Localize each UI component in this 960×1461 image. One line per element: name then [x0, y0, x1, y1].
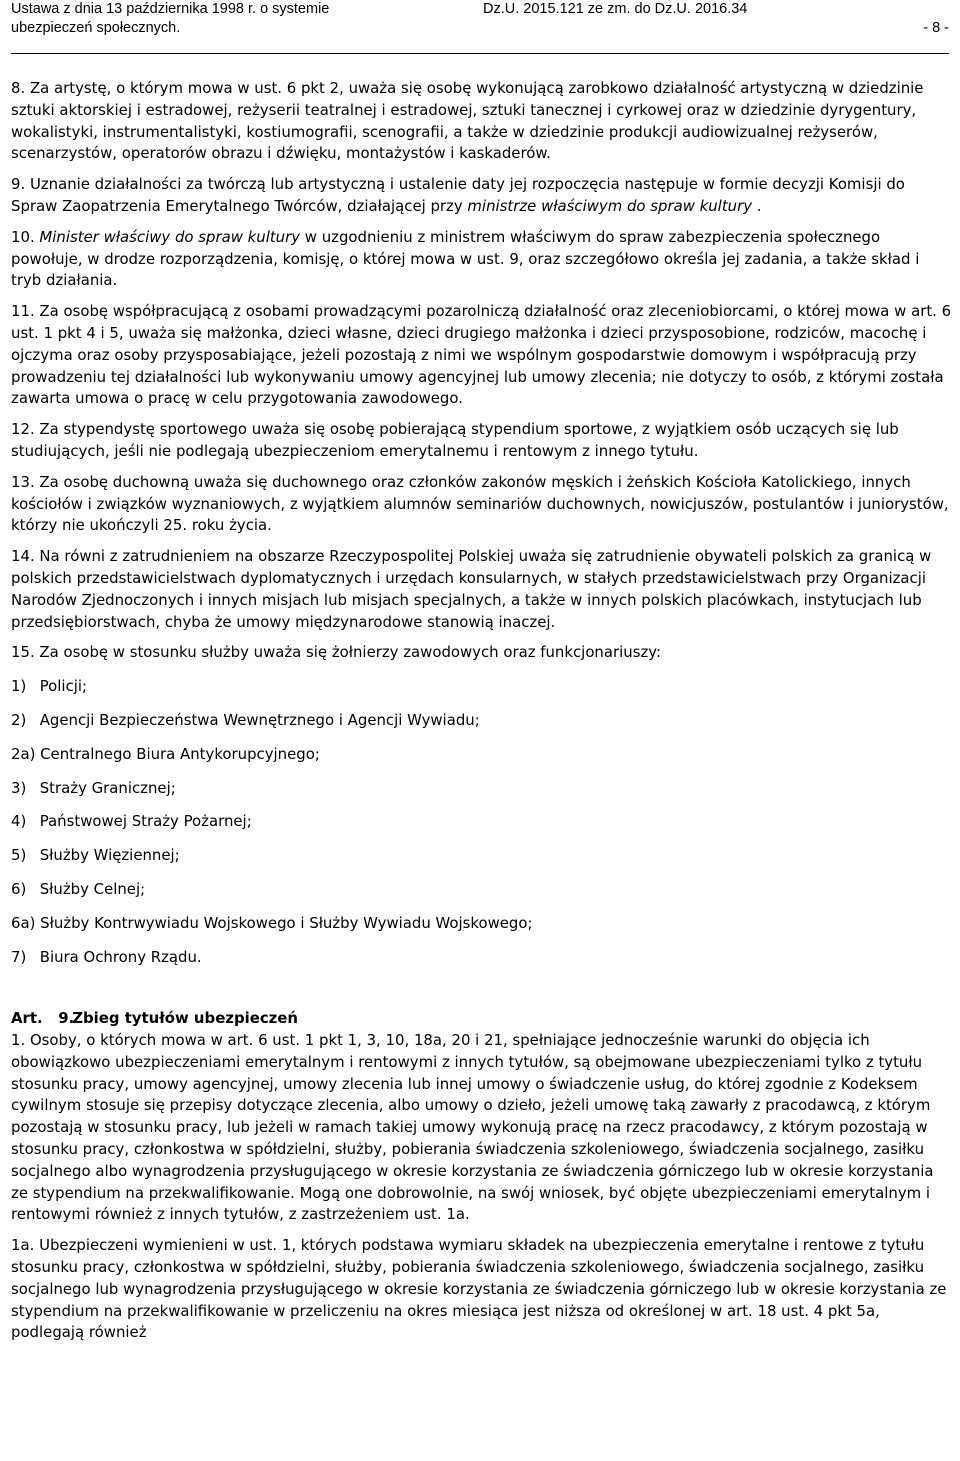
- article-label: Art.: [11, 1009, 43, 1028]
- list-item-text: Służby Celnej;: [39, 879, 146, 898]
- paragraph-10: [11, 227, 953, 292]
- article-heading: [11, 1008, 953, 1030]
- list-item-number: 2a): [11, 744, 36, 763]
- header-title-line-1: Ustawa z dnia 13 października 1998 r. o systemie: [11, 1, 330, 17]
- paragraph-9-emphasis: ministrze właściwym do spraw kultury: [467, 196, 753, 215]
- list-item-text: Policji;: [39, 677, 88, 696]
- article-9-paragraph-1a: 1a. Ubezpieczeni wymienieni w ust. 1, których podstawa wymiaru składek na ubezpieczenia emerytalne i rentowe z tytułu stosunku pracy, członkostwa w spółdzielni, służby, pobierania świadczenia szkoleniowego, świadczenia socjalnego, zasiłku socjalnego lub wynagrodzenia przysługującego w okresie korzystania ze świadczenia górniczego lub w okresie korzystania ze stypendium na przekwalifikowanie w przeliczeniu na okres miesiąca jest niższa od określonej w art. 18 ust. 4 pkt 5a, podlegają również: [11, 1236, 947, 1342]
- page-number: - 8 -: [923, 20, 949, 36]
- list-item-text: Państwowej Straży Pożarnej;: [39, 812, 252, 831]
- paragraph-9-text: 9. Uznanie działalności za twórczą lub artystyczną i ustalenie daty jej rozpoczęcia następuje w formie decyzji Komisji do Spraw Zaopatrzenia Emerytalnego Twórców, działającej przy: [11, 175, 905, 215]
- header-journal-reference: Dz.U. 2015.121 ze zm. do Dz.U. 2016.34: [483, 1, 748, 17]
- paragraph-8: 8. Za artystę, o którym mowa w ust. 6 pkt 2, uważa się osobę wykonującą zarobkowo działalność artystyczną w dziedzinie sztuki aktorskiej i estradowej, reżyserii teatralnej i estradowej, sztuki tanecznej i cyrkowej oraz w dziedzinie dyrygentury, wokalistyki, instrumentalistyki, kostiumografii, scenografii, a także w dziedzinie produkcji audiowizualnej reżyserów, scenarzystów, operatorów obrazu i dźwięku, montażystów i kaskaderów.: [11, 79, 924, 163]
- list-item: [11, 676, 953, 698]
- article-num-value: 9.: [58, 1009, 75, 1028]
- paragraph-10-text: w uzgodnieniu z ministrem właściwym do spraw zabezpieczenia społecznego powołuje, w drodze rozporządzenia, komisję, o której mowa w ust. 9, oraz szczegółowo określa jej zadania, a także skład i tryb działania.: [11, 227, 920, 290]
- paragraph-9: [11, 174, 953, 218]
- list-item-number: 5): [11, 846, 27, 865]
- paragraph-10-emphasis: Minister właściwy do spraw kultury: [39, 227, 301, 246]
- paragraph-13: 13. Za osobę duchowną uważa się duchownego oraz członków zakonów męskich i żeńskich Kościoła Katolickiego, innych kościołów i związków wyznaniowych, z wyjątkiem alumnów seminariów duchownych, nowicjuszów, postulantów i juniorystów, którzy nie ukończyli 25. roku życia.: [11, 472, 949, 535]
- header-title-line-2: ubezpieczeń społecznych.: [11, 20, 181, 36]
- list-item: [11, 879, 953, 901]
- list-item-text: Centralnego Biura Antykorupcyjnego;: [40, 744, 320, 763]
- header-divider: [11, 53, 949, 54]
- list-item-text: Straży Granicznej;: [39, 778, 176, 797]
- document-body: [11, 78, 953, 1353]
- list-item-text: Służby Więziennej;: [39, 846, 180, 865]
- list-item: [11, 913, 953, 935]
- article-9-paragraph-1: 1. Osoby, o których mowa w art. 6 ust. 1 pkt 1, 3, 10, 18a, 20 i 21, spełniające jednocześnie warunki do objęcia ich obowiązkowo ubezpieczeniami emerytalnym i rentowymi z innych tytułów, są obejmowane ubezpieczeniami tylko z tytułu stosunku pracy, umowy agencyjnej, umowy zlecenia lub innej umowy o świadczenie usług, do której zgodnie z Kodeksem cywilnym stosuje się przepisy dotyczące zlecenia, albo umowy o dzieło, jeżeli umowę taką zawarły z pracodawcą, z którym pozostają w stosunku pracy, lub jeżeli w ramach takiej umowy wykonują pracę na rzecz pracodawcy, z którym pozostają w stosunku pracy, członkostwa w spółdzielni, służby, pobierania świadczenia szkoleniowego, świadczenia socjalnego, zasiłku socjalnego albo wynagrodzenia przysługującego w okresie korzystania ze świadczenia górniczego lub w okresie korzystania ze stypendium na przekwalifikowanie. Mogą one dobrowolnie, na swój wniosek, być objęte ubezpieczeniami emerytalnym i rentowymi również z innych tytułów, z zastrzeżeniem ust. 1a.: [11, 1031, 934, 1224]
- article-title: Zbieg tytułów ubezpieczeń: [72, 1009, 299, 1028]
- list-item-text: Służby Kontrwywiadu Wojskowego i Służby Wywiadu Wojskowego;: [40, 913, 533, 932]
- paragraph-15: 15. Za osobę w stosunku służby uważa się żołnierzy zawodowych oraz funkcjonariuszy:: [11, 643, 662, 662]
- list-item-number: 2): [11, 710, 27, 729]
- list-item-number: 6a): [11, 913, 36, 932]
- paragraph-12: 12. Za stypendystę sportowego uważa się osobę pobierającą stypendium sportowe, z wyjątkiem osób uczących się lub studiujących, jeśli nie podlegają ubezpieczeniom emerytalnemu i rentowym z innego tytułu.: [11, 420, 899, 460]
- header-act-title: [11, 0, 329, 38]
- list-item-number: 3): [11, 778, 27, 797]
- list-item: [11, 778, 953, 800]
- list-item-text: Agencji Bezpieczeństwa Wewnętrznego i Agencji Wywiadu;: [39, 710, 480, 729]
- list-item-number: 6): [11, 879, 27, 898]
- list-item-number: 7): [11, 947, 27, 966]
- list-item: [11, 811, 953, 833]
- paragraph-9-end: .: [752, 196, 762, 215]
- paragraph-10-number: 10.: [11, 227, 40, 246]
- list-item: [11, 845, 953, 867]
- list-item: [11, 744, 953, 766]
- list-item-text: Biura Ochrony Rządu.: [39, 947, 202, 966]
- list-item: [11, 947, 953, 969]
- paragraph-11: 11. Za osobę współpracującą z osobami prowadzącymi pozarolniczą działalność oraz zleceniobiorcami, o której mowa w art. 6 ust. 1 pkt 4 i 5, uważa się małżonka, dzieci własne, dzieci drugiego małżonka i dzieci przysposobione, rodziców, macochę i ojczyma oraz osoby przysposabiające, jeżeli pozostają z nimi we wspólnym gospodarstwie domowym i współpracują przy prowadzeniu tej działalności lub wykonywaniu umowy agencyjnej lub umowy zlecenia; nie dotyczy to osób, z którymi została zawarta umowa o pracę w celu przygotowania zawodowego.: [11, 302, 952, 408]
- page-header: [0, 0, 960, 55]
- list-item-number: 4): [11, 812, 27, 831]
- paragraph-14: 14. Na równi z zatrudnieniem na obszarze Rzeczypospolitej Polskiej uważa się zatrudnienie obywateli polskich za granicą w polskich przedstawicielstwach dyplomatycznych i urzędach konsularnych, w stałych przedstawicielstwach przy Organizacji Narodów Zjednoczonych i innych misjach lub misjach specjalnych, a także w innych polskich placówkach, instytucjach lub przedsiębiorstwach, chyba że umowy międzynarodowe stanowią inaczej.: [11, 547, 932, 631]
- list-item: [11, 710, 953, 732]
- list-item-number: 1): [11, 677, 27, 696]
- article-number: [11, 1008, 75, 1030]
